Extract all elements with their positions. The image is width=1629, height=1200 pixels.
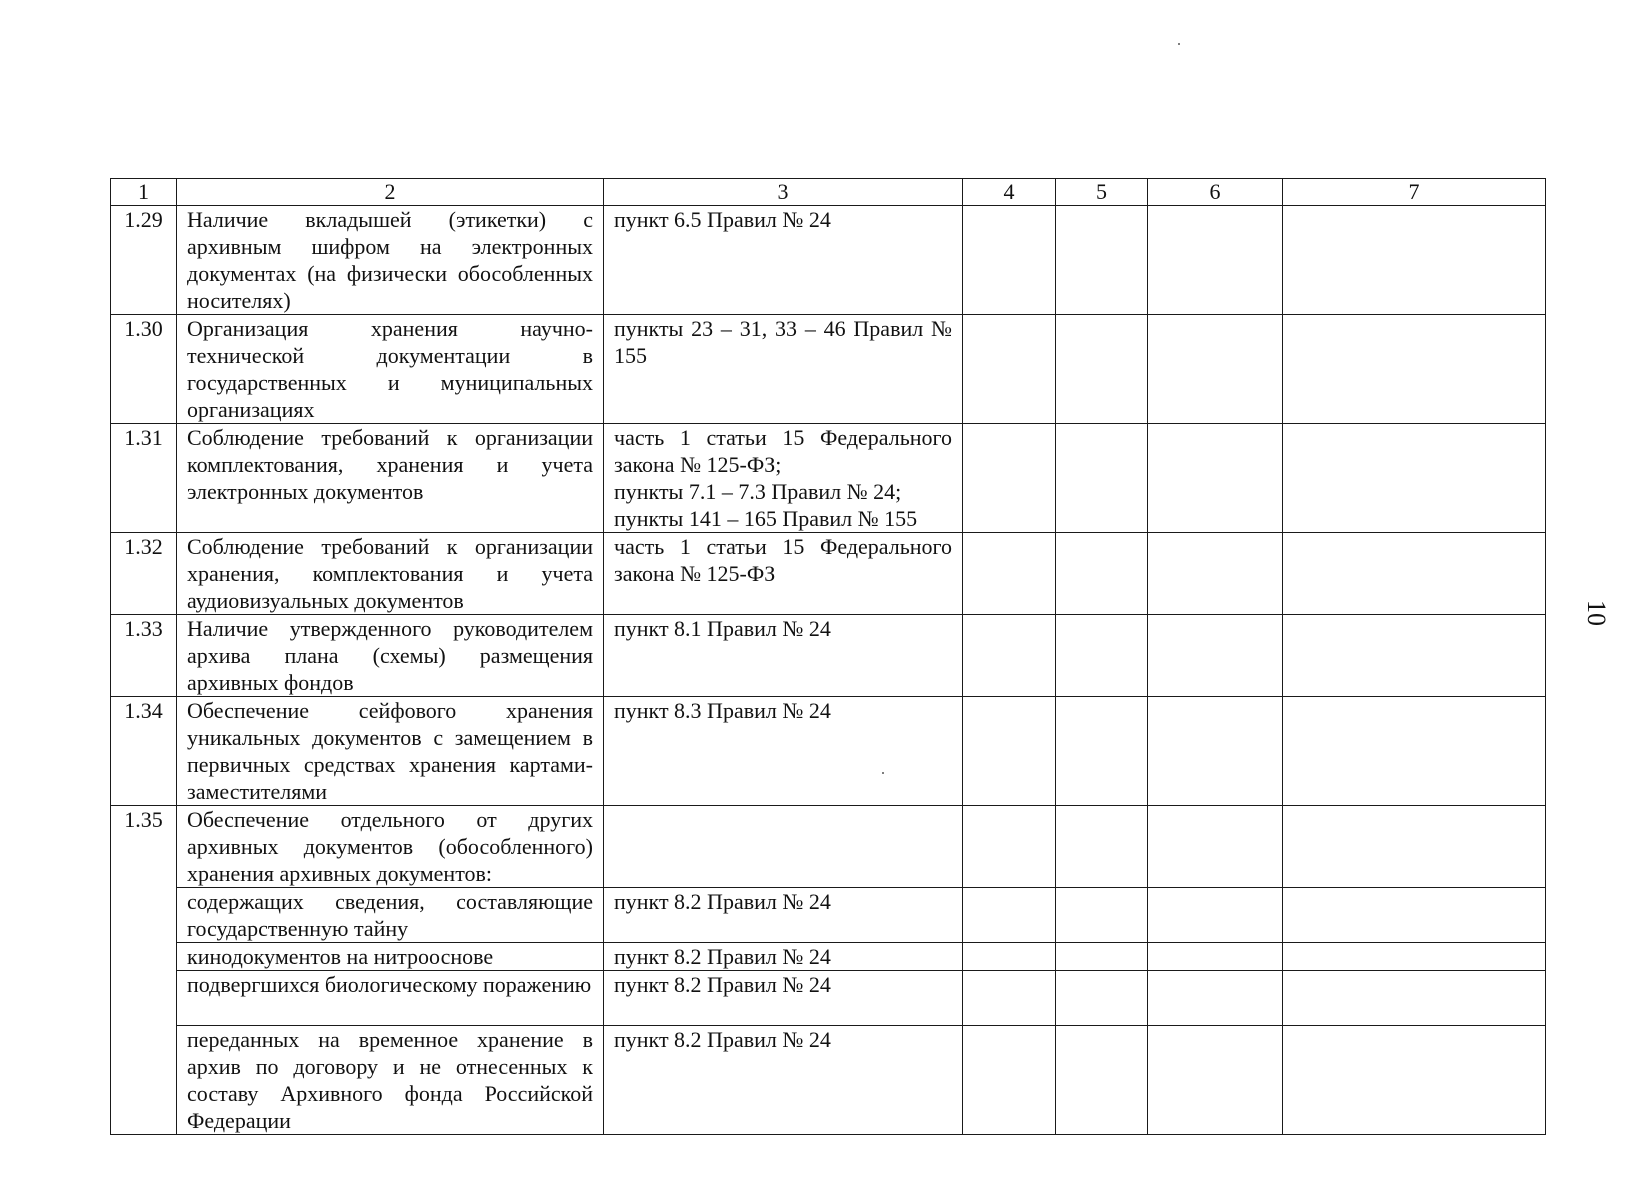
table-row xyxy=(111,206,1546,315)
reference-line: пункты 23 – 31, 33 – 46 Правил № 155 xyxy=(614,316,952,368)
empty-cell xyxy=(1283,206,1546,315)
empty-cell xyxy=(1148,206,1283,315)
empty-cell xyxy=(1056,971,1148,1026)
empty-cell xyxy=(1056,1026,1148,1135)
row-number: 1.31 xyxy=(111,424,177,533)
requirement-subitem: подвергшихся биологическому поражению xyxy=(177,971,604,1026)
empty-cell xyxy=(1283,943,1546,971)
empty-cell xyxy=(963,424,1056,533)
empty-cell xyxy=(1283,615,1546,697)
legal-reference xyxy=(604,806,963,888)
legal-reference xyxy=(604,315,963,424)
requirement-text: Организация хранения научно-технической документации в государственных и муниципальных организациях xyxy=(177,315,604,424)
row-number: 1.32 xyxy=(111,533,177,615)
requirement-text: Наличие утвержденного руководителем архива плана (схемы) размещения архивных фондов xyxy=(177,615,604,697)
empty-cell xyxy=(1283,424,1546,533)
requirement-text: Соблюдение требований к организации комплектования, хранения и учета электронных документов xyxy=(177,424,604,533)
reference-line: пункты 141 – 165 Правил № 155 xyxy=(614,506,918,531)
table-row xyxy=(111,315,1546,424)
legal-reference xyxy=(604,697,963,806)
legal-reference xyxy=(604,424,963,533)
empty-cell xyxy=(1148,806,1283,888)
legal-reference: пункт 8.2 Правил № 24 xyxy=(604,888,963,943)
row-number: 1.33 xyxy=(111,615,177,697)
row-number: 1.30 xyxy=(111,315,177,424)
reference-line: пункт 6.5 Правил № 24 xyxy=(614,207,831,232)
legal-reference: пункт 8.2 Правил № 24 xyxy=(604,971,963,1026)
checklist-sheet xyxy=(110,178,1545,1135)
legal-reference: пункт 8.2 Правил № 24 xyxy=(604,1026,963,1135)
empty-cell xyxy=(963,888,1056,943)
requirement-text: Обеспечение отдельного от других архивных документов (обособленного) хранения архивных документов: xyxy=(177,806,604,888)
column-numbers-row xyxy=(111,179,1546,206)
empty-cell xyxy=(1148,971,1283,1026)
table-row xyxy=(111,806,1546,888)
empty-cell xyxy=(963,533,1056,615)
page-number: 10 xyxy=(1582,600,1611,626)
table-row xyxy=(111,533,1546,615)
legal-reference xyxy=(604,206,963,315)
empty-cell xyxy=(963,1026,1056,1135)
column-number: 1 xyxy=(111,179,177,206)
empty-cell xyxy=(1148,615,1283,697)
empty-cell xyxy=(1148,424,1283,533)
table-subrow xyxy=(111,943,1546,971)
empty-cell xyxy=(1283,806,1546,888)
empty-cell xyxy=(1283,971,1546,1026)
row-number: 1.35 xyxy=(111,806,177,1135)
reference-line: пункты 7.1 – 7.3 Правил № 24; xyxy=(614,479,902,504)
requirement-subitem: содержащих сведения, составляющие государственную тайну xyxy=(177,888,604,943)
requirement-text: Соблюдение требований к организации хранения, комплектования и учета аудиовизуальных документов xyxy=(177,533,604,615)
column-number: 4 xyxy=(963,179,1056,206)
empty-cell xyxy=(1056,888,1148,943)
column-number: 7 xyxy=(1283,179,1546,206)
scan-speck xyxy=(882,772,884,774)
table-subrow xyxy=(111,1026,1546,1135)
requirement-subitem: кинодокументов на нитрооснове xyxy=(177,943,604,971)
empty-cell xyxy=(1056,806,1148,888)
empty-cell xyxy=(1148,888,1283,943)
requirement-text: Обеспечение сейфового хранения уникальных документов с замещением в первичных средствах хранения картами-заместителями xyxy=(177,697,604,806)
empty-cell xyxy=(1056,424,1148,533)
empty-cell xyxy=(1056,697,1148,806)
empty-cell xyxy=(1283,1026,1546,1135)
checklist-table xyxy=(110,178,1546,1135)
empty-cell xyxy=(963,971,1056,1026)
empty-cell xyxy=(1056,615,1148,697)
empty-cell xyxy=(1283,888,1546,943)
requirement-subitem: переданных на временное хранение в архив по договору и не отнесенных к составу Архивного фонда Российской Федерации xyxy=(177,1026,604,1135)
table-row xyxy=(111,424,1546,533)
row-number: 1.34 xyxy=(111,697,177,806)
reference-line: пункт 8.1 Правил № 24 xyxy=(614,616,831,641)
empty-cell xyxy=(1148,315,1283,424)
empty-cell xyxy=(963,806,1056,888)
requirement-text: Наличие вкладышей (этикетки) с архивным шифром на электронных документах (на физически обособленных носителях) xyxy=(177,206,604,315)
column-number: 6 xyxy=(1148,179,1283,206)
reference-line: часть 1 статьи 15 Федерального закона № 125-ФЗ; xyxy=(614,425,952,477)
empty-cell xyxy=(1056,943,1148,971)
empty-cell xyxy=(1283,697,1546,806)
table-row xyxy=(111,697,1546,806)
empty-cell xyxy=(1148,533,1283,615)
table-subrow xyxy=(111,888,1546,943)
row-number: 1.29 xyxy=(111,206,177,315)
column-number: 3 xyxy=(604,179,963,206)
scan-speck xyxy=(1178,43,1180,45)
empty-cell xyxy=(1056,315,1148,424)
column-number: 5 xyxy=(1056,179,1148,206)
reference-line: часть 1 статьи 15 Федерального закона № 125-ФЗ xyxy=(614,534,952,586)
empty-cell xyxy=(963,943,1056,971)
empty-cell xyxy=(963,615,1056,697)
empty-cell xyxy=(1283,315,1546,424)
table-row xyxy=(111,615,1546,697)
table-subrow xyxy=(111,971,1546,1026)
reference-line: пункт 8.3 Правил № 24 xyxy=(614,698,831,723)
empty-cell xyxy=(1056,533,1148,615)
empty-cell xyxy=(963,315,1056,424)
empty-cell xyxy=(1283,533,1546,615)
empty-cell xyxy=(1148,943,1283,971)
column-number: 2 xyxy=(177,179,604,206)
empty-cell xyxy=(1148,697,1283,806)
empty-cell xyxy=(963,206,1056,315)
empty-cell xyxy=(963,697,1056,806)
empty-cell xyxy=(1148,1026,1283,1135)
legal-reference xyxy=(604,615,963,697)
legal-reference: пункт 8.2 Правил № 24 xyxy=(604,943,963,971)
legal-reference xyxy=(604,533,963,615)
empty-cell xyxy=(1056,206,1148,315)
